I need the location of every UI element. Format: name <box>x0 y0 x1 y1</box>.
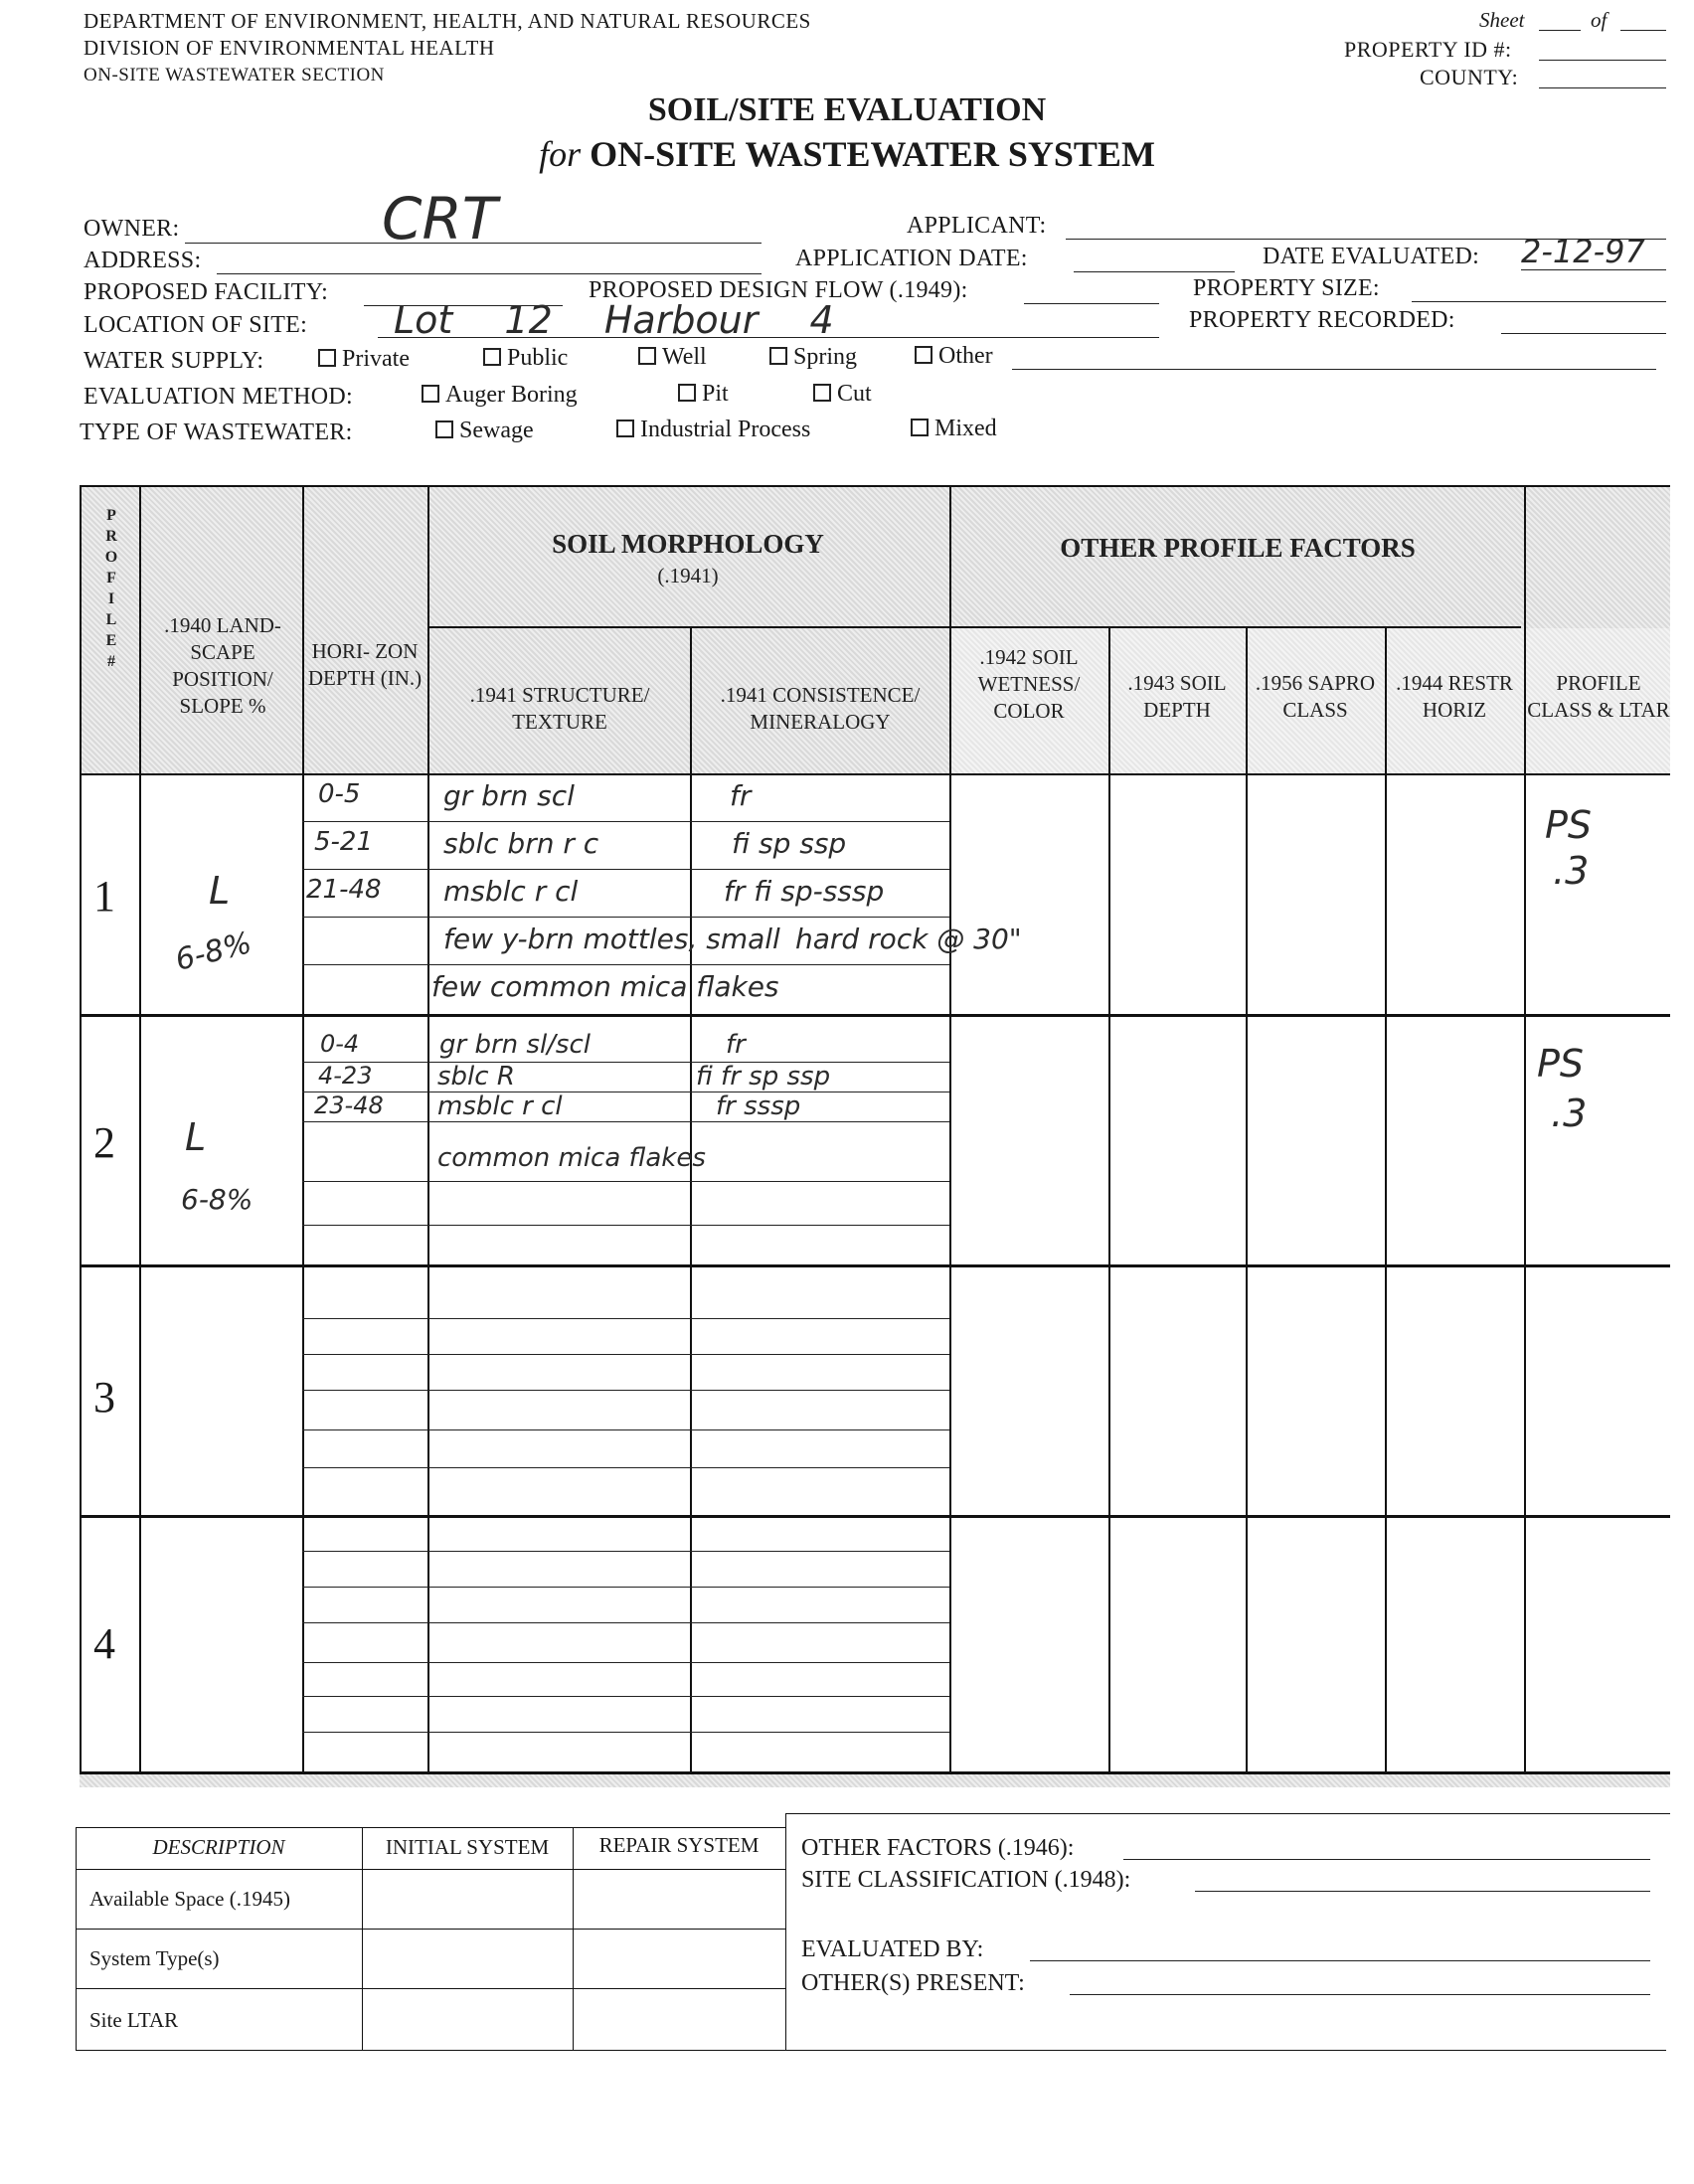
checkbox-icon <box>616 420 634 437</box>
location-value: Lot 12 Harbour 4 <box>394 298 834 342</box>
evaluation-method-auger[interactable] <box>422 382 578 409</box>
form-title: SOIL/SITE EVALUATION <box>647 91 1047 128</box>
profile-1-structure-5: few common mica flakes <box>431 970 779 1003</box>
sheet-label: Sheet <box>1479 8 1525 32</box>
county-label: COUNTY: <box>1420 65 1519 89</box>
sheet-total-field[interactable] <box>1620 30 1666 31</box>
design-flow-label: PROPOSED DESIGN FLOW (.1949): <box>589 277 968 303</box>
owner-value: CRT <box>382 185 498 252</box>
profile-2-depth-3: 23-48 <box>314 1092 384 1119</box>
soil-morphology-header: SOIL MORPHOLOGY <box>552 529 824 559</box>
checkbox-icon <box>813 384 831 402</box>
profile-1-structure-3: msblc r cl <box>443 875 579 908</box>
others-present-field[interactable] <box>1070 1994 1650 1995</box>
wastewater-type-sewage-label: Sewage <box>459 418 534 443</box>
col-line-1 <box>139 485 141 1773</box>
others-present-label: OTHER(S) PRESENT: <box>801 1970 1025 1996</box>
checkbox-icon <box>678 384 696 402</box>
profile-1-depth-1: 0-5 <box>318 779 361 809</box>
profile-1-consistence-4: hard rock @ 30" <box>795 923 1022 955</box>
available-space-label: Available Space (.1945) <box>89 1887 290 1911</box>
property-id-field[interactable] <box>1539 60 1666 61</box>
water-supply-public-label: Public <box>507 345 569 371</box>
landscape-header: .1940 LAND- SCAPE POSITION/ SLOPE % <box>164 613 281 718</box>
profile-1-bottom <box>80 1014 1670 1017</box>
of-label: of <box>1591 8 1608 32</box>
profile-2-structure-3: msblc r cl <box>437 1092 563 1121</box>
application-date-field[interactable] <box>1074 271 1235 272</box>
applicant-label: APPLICANT: <box>907 213 1047 239</box>
profile-2-depth-1: 0-4 <box>320 1030 360 1058</box>
design-flow-field[interactable] <box>1024 303 1159 304</box>
system-type-label: System Type(s) <box>89 1946 220 1970</box>
system-table-row-1 <box>76 1929 785 1930</box>
system-table-description-header: DESCRIPTION <box>152 1835 285 1859</box>
profile-1-slope: 6-8% <box>171 925 255 978</box>
system-table-initial-header: INITIAL SYSTEM <box>385 1835 550 1859</box>
proposed-facility-label: PROPOSED FACILITY: <box>84 279 329 305</box>
wastewater-type-label: TYPE OF WASTEWATER: <box>80 420 353 445</box>
profile-1-structure-2: sblc brn r c <box>443 827 599 860</box>
profile-1-ltar: .3 <box>1553 849 1590 893</box>
sapro-class-header: .1956 SAPRO CLASS <box>1255 671 1376 722</box>
profile-2-depth-2: 4-23 <box>318 1062 373 1090</box>
col-line-3 <box>427 485 429 1773</box>
profile-1-consistence-3: fr fi sp-sssp <box>724 875 885 908</box>
profile-2-structure-4: common mica flakes <box>437 1143 706 1173</box>
other-factors-label: OTHER FACTORS (.1946): <box>801 1835 1075 1861</box>
header-bottom-line <box>80 773 1670 775</box>
profile-2-number: 2 <box>93 1118 115 1167</box>
property-size-label: PROPERTY SIZE: <box>1193 275 1380 301</box>
soil-depth-header: .1943 SOIL DEPTH <box>1127 671 1227 722</box>
bottom-right-top <box>785 1813 1670 1814</box>
water-supply-other-label: Other <box>938 343 993 369</box>
date-evaluated-value: 2-12-97 <box>1521 233 1645 270</box>
sheet-number-field[interactable] <box>1539 30 1581 31</box>
checkbox-icon <box>318 349 336 367</box>
col-line-5 <box>949 485 951 1773</box>
division-line: DIVISION OF ENVIRONMENTAL HEALTH <box>84 36 495 60</box>
col-line-6 <box>1108 626 1110 1773</box>
form-subtitle-text: ON-SITE WASTEWATER SYSTEM <box>590 134 1155 174</box>
profile-1-consistence-1: fr <box>730 779 752 812</box>
wastewater-type-mixed[interactable] <box>911 416 997 442</box>
system-table-repair-header: REPAIR SYSTEM <box>598 1833 760 1857</box>
evaluation-method-cut-label: Cut <box>837 381 872 407</box>
form-subtitle-for: for <box>539 134 582 174</box>
wastewater-type-sewage[interactable] <box>435 418 534 444</box>
profile-2-consistence-1: fr <box>726 1030 746 1060</box>
soil-wetness-header: .1942 SOIL WETNESS/ COLOR <box>977 645 1081 723</box>
profile-2-ltar: .3 <box>1551 1092 1588 1135</box>
department-line: DEPARTMENT OF ENVIRONMENT, HEALTH, AND NATURAL RESOURCES <box>84 9 811 33</box>
soil-morphology-code: (.1941) <box>657 564 719 588</box>
checkbox-icon <box>769 347 787 365</box>
application-date-label: APPLICATION DATE: <box>795 246 1028 271</box>
checkbox-icon <box>422 385 439 403</box>
col-line-9 <box>1524 485 1526 1773</box>
structure-texture-header: .1941 STRUCTURE/ TEXTURE <box>469 683 650 734</box>
profile-class-header: PROFILE CLASS & LTAR <box>1527 671 1670 722</box>
water-supply-private[interactable] <box>318 346 410 373</box>
col-line-4 <box>690 626 692 1773</box>
owner-label: OWNER: <box>84 216 180 242</box>
water-supply-spring[interactable] <box>769 344 857 371</box>
morphology-subheader-line <box>427 626 1521 628</box>
consistence-mineralogy-header: .1941 CONSISTENCE/ MINERALOGY <box>720 683 921 734</box>
profile-2-landscape: L <box>185 1115 207 1159</box>
horizon-header: HORI- ZON DEPTH (IN.) <box>307 639 423 690</box>
col-line-7 <box>1246 626 1248 1773</box>
water-supply-other[interactable] <box>915 343 993 370</box>
county-field[interactable] <box>1539 87 1666 88</box>
wastewater-type-industrial[interactable] <box>616 417 810 443</box>
address-label: ADDRESS: <box>84 248 202 273</box>
evaluated-by-field[interactable] <box>1030 1960 1650 1961</box>
property-recorded-field[interactable] <box>1501 333 1666 334</box>
property-id-label: PROPERTY ID #: <box>1344 37 1512 62</box>
section-line: ON-SITE WASTEWATER SECTION <box>84 65 385 85</box>
col-line-8 <box>1385 626 1387 1773</box>
system-table-top <box>76 1827 785 1828</box>
evaluation-method-pit[interactable] <box>678 381 729 408</box>
system-table-row-2 <box>76 1988 785 1989</box>
evaluation-method-label: EVALUATION METHOD: <box>84 384 353 410</box>
other-factors-field[interactable] <box>1123 1859 1650 1860</box>
col-line-0 <box>80 485 82 1773</box>
site-classification-field[interactable] <box>1195 1891 1650 1892</box>
site-ltar-label: Site LTAR <box>89 2008 179 2032</box>
evaluation-method-pit-label: Pit <box>702 381 729 407</box>
profile-number-header: P R O F I L E # <box>104 507 118 670</box>
property-recorded-label: PROPERTY RECORDED: <box>1189 307 1455 333</box>
location-label: LOCATION OF SITE: <box>84 312 308 338</box>
profile-2-bottom <box>80 1264 1670 1267</box>
wastewater-type-mixed-label: Mixed <box>934 416 997 441</box>
profile-2-class: PS <box>1537 1042 1585 1086</box>
profile-1-class: PS <box>1545 803 1593 847</box>
water-supply-well-label: Well <box>662 344 707 370</box>
system-table-header-line <box>76 1869 785 1870</box>
profile-1-landscape: L <box>209 869 231 913</box>
restr-horiz-header: .1944 RESTR HORIZ <box>1396 671 1513 722</box>
water-supply-private-label: Private <box>342 346 410 372</box>
water-supply-spring-label: Spring <box>793 344 858 370</box>
profile-4-number: 4 <box>93 1619 115 1668</box>
profile-1-structure-4: few y-brn mottles, small <box>443 923 780 955</box>
checkbox-icon <box>435 420 453 438</box>
profile-1-depth-2: 5-21 <box>314 827 374 857</box>
table-top-border <box>80 485 1670 487</box>
evaluation-method-cut[interactable] <box>813 381 872 408</box>
bottom-section-bottom <box>76 2050 1666 2051</box>
date-evaluated-label: DATE EVALUATED: <box>1263 244 1480 269</box>
profile-1-structure-1: gr brn scl <box>443 779 575 812</box>
profile-2-slope: 6-8% <box>181 1183 254 1216</box>
profile-2-structure-2: sblc R <box>437 1062 515 1092</box>
form-subtitle <box>0 133 1694 175</box>
wastewater-type-industrial-label: Industrial Process <box>640 417 811 442</box>
water-supply-label: WATER SUPPLY: <box>84 348 264 374</box>
evaluation-method-auger-label: Auger Boring <box>445 382 578 408</box>
profile-3-bottom <box>80 1515 1670 1518</box>
water-supply-public[interactable] <box>483 345 568 372</box>
water-supply-other-field[interactable] <box>1012 369 1656 370</box>
checkbox-icon <box>911 419 929 436</box>
profile-3-number: 3 <box>93 1373 115 1422</box>
profile-1-depth-3: 21-48 <box>306 875 382 905</box>
profile-4-bottom <box>80 1771 1670 1774</box>
profile-2-consistence-2: fi fr sp ssp <box>696 1062 831 1092</box>
address-field[interactable] <box>217 273 762 274</box>
checkbox-icon <box>483 348 501 366</box>
profile-1-number: 1 <box>93 872 115 921</box>
checkbox-icon <box>638 347 656 365</box>
profile-1-consistence-2: fi sp ssp <box>732 827 847 860</box>
checkbox-icon <box>915 346 932 364</box>
evaluated-by-label: EVALUATED BY: <box>801 1936 984 1962</box>
property-size-field[interactable] <box>1412 301 1666 302</box>
profile-2-consistence-3: fr sssp <box>716 1092 801 1121</box>
other-profile-factors-header: OTHER PROFILE FACTORS <box>1060 533 1416 563</box>
water-supply-well[interactable] <box>638 344 707 371</box>
profile-2-structure-1: gr brn sl/scl <box>439 1030 591 1060</box>
site-classification-label: SITE CLASSIFICATION (.1948): <box>801 1867 1131 1893</box>
